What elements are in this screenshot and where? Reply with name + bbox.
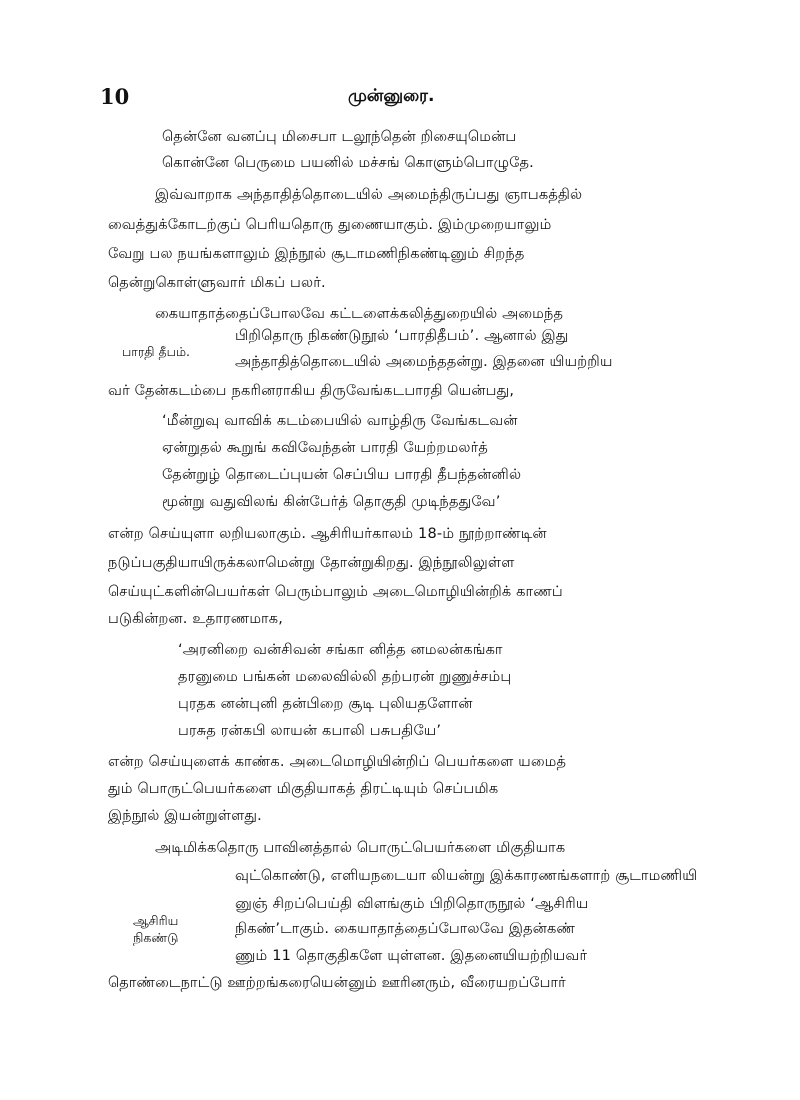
- paragraph-line: தென்றுகொள்ளுவார் மிகப் பலர்.: [108, 275, 326, 291]
- margin-note: ஆசிரிய: [133, 913, 179, 928]
- paragraph-line: இவ்வாறாக அந்தாதித்தொடையில் அமைந்திருப்பது ஞாபகத்தில்: [155, 187, 583, 203]
- paragraph-line: தொண்டைநாட்டு ஊற்றங்கரையென்னும் ஊரினரும், வீரையறப்போர்: [108, 975, 566, 991]
- paragraph-line: னுஞ் சிறப்பெய்தி விளங்கும் பிறிதொருநூல் ‘ஆசிரிய: [235, 896, 589, 912]
- page-header-title: முன்னுரை.: [348, 86, 435, 106]
- verse-line: தரனுமை பங்கன் மலைவில்லி தற்பரன் றுணுச்சம்பு: [178, 669, 512, 685]
- paragraph-line: வைத்துக்கோடற்குப் பெரியதொரு துணையாகும். இம்முறையாலும்: [108, 217, 552, 233]
- verse-line: மூன்று வதுவிலங் கின்பேர்த் தொகுதி முடிந்ததுவே’: [162, 494, 501, 510]
- paragraph-line: அந்தாதித்தொடையில் அமைந்ததன்று. இதனை யியற்றிய: [235, 354, 613, 370]
- paragraph-line: செய்யுட்களின்பெயர்கள் பெரும்பாலும் அடைமொழியின்றிக் காணப்: [108, 584, 563, 600]
- verse-line: தேன்றுழ் தொடைப்புயன் செப்பிய பாரதி தீபந்தன்னில்: [162, 467, 522, 483]
- verse-line: தென்னே வனப்பு மிசைபா டலூந்தென் றிசையுமென்ப: [162, 129, 517, 145]
- paragraph-line: என்ற செய்யுளைக் காண்க. அடைமொழியின்றிப் பெயர்களை யமைத்: [108, 754, 567, 770]
- paragraph-line: நடுப்பகுதியாயிருக்கலாமென்று தோன்றுகிறது. இந்நூலிலுள்ள: [108, 555, 515, 571]
- verse-line: புரதக னன்புனி தன்பிறை சூடி புலியதளோன்: [178, 696, 473, 712]
- paragraph-line: என்ற செய்யுளா லறியலாகும். ஆசிரியர்காலம் 18-ம் நூற்றாண்டின்: [108, 526, 547, 542]
- paragraph-line: பிறிதொரு நிகண்டுநூல் ‘பாரதிதீபம்’. ஆனால் இது: [235, 328, 569, 344]
- paragraph-line: இந்நூல் இயன்றுள்ளது.: [108, 808, 262, 824]
- paragraph-line: கையாதாத்தைப்போலவே கட்டளைக்கலித்துறையில் அமைந்த: [155, 306, 564, 322]
- verse-line: ‘அரனிறை வன்சிவன் சங்கா னித்த னமலன்கங்கா: [178, 642, 503, 658]
- paragraph-line: வர் தேன்கடம்பை நகரினராகிய திருவேங்கடபாரதி யென்பது,: [108, 383, 515, 399]
- verse-line: பரசுத ரன்கபி லாயன் கபாலி பசுபதியே’: [178, 723, 442, 739]
- margin-note: நிகண்டு: [133, 930, 179, 945]
- verse-line: ‘மீன்றுவு வாவிக் கடம்பையில் வாழ்திரு வேங்கடவன்: [162, 413, 518, 429]
- paragraph-line: நிகண்’டாகும். கையாதாத்தைப்போலவே இதன்கண்: [235, 921, 576, 937]
- paragraph-line: அடிமிக்கதொரு பாவினத்தால் பொருட்பெயர்களை மிகுதியாக: [155, 840, 566, 856]
- verse-line: ஏன்றுதல் கூறுங் கவிவேந்தன் பாரதி யேற்றமலர்த்: [162, 440, 489, 456]
- paragraph-line: ணும் 11 தொகுதிகளே யுள்ளன. இதனையியற்றியவர்: [235, 948, 588, 964]
- margin-note: பாரதி தீபம்.: [122, 344, 190, 359]
- verse-line: கொன்னே பெருமை பயனில் மச்சங் கொளும்பொழுதே.: [162, 155, 534, 171]
- paragraph-line: வேறு பல நயங்களாலும் இந்நூல் சூடாமணிநிகண்டினும் சிறந்த: [108, 246, 525, 262]
- page-number: 10: [100, 84, 130, 109]
- paragraph-line: தும் பொருட்பெயர்களை மிகுதியாகத் திரட்டியும் செப்பமிக: [108, 781, 499, 797]
- paragraph-line: படுகின்றன. உதாரணமாக,: [108, 611, 284, 627]
- paragraph-line: வுட்கொண்டு, எளியநடையா லியன்று இக்காரணங்களாற் சூடாமணியி: [235, 868, 698, 884]
